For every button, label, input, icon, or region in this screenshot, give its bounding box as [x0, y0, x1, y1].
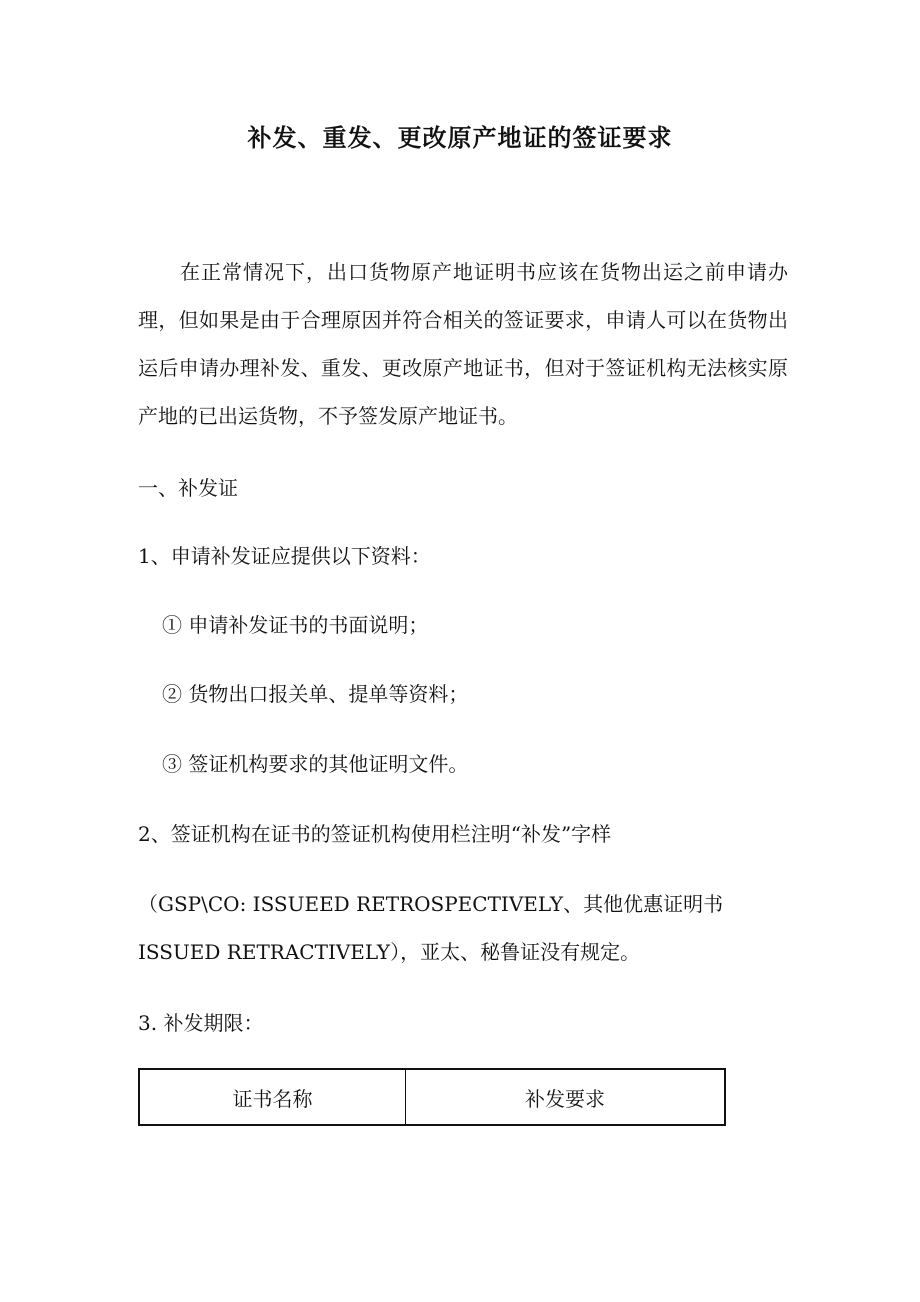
reissue-marking-detail: ISSUED RETRACTIVELY），亚太、秘鲁证没有规定。	[138, 940, 641, 964]
requirement-item: ① 申请补发证书的书面说明；	[162, 613, 429, 637]
table-header-cell: 补发要求	[525, 1086, 605, 1111]
reissue-marking-detail: （GSP\CO: ISSUEED RETROSPECTIVELY、其他优惠证明书	[138, 892, 724, 916]
table-header-cell: 证书名称	[140, 1070, 406, 1124]
requirement-item: ③ 签证机构要求的其他证明文件。	[162, 752, 469, 776]
reissue-marking-note: 2、签证机构在证书的签证机构使用栏注明“补发”字样	[138, 822, 612, 846]
intro-paragraph: 在正常情况下，出口货物原产地证明书应该在货物出运之前申请办理，但如果是由于合理原因并符合相关的签证要求，申请人可以在货物出运后申请办理补发、重发、更改原产地证书，但对于签证机构无法核实原产地的已出运货物，不予签发原产地证书。	[138, 260, 788, 428]
reissue-requirements-heading: 1、申请补发证应提供以下资料：	[138, 544, 431, 568]
reissue-deadline-heading: 3. 补发期限：	[138, 1011, 264, 1035]
reissue-deadline-table	[138, 1068, 726, 1126]
document-title: 补发、重发、更改原产地证的签证要求	[247, 123, 673, 152]
requirement-item: ② 货物出口报关单、提单等资料；	[162, 682, 469, 706]
section-heading-reissue: 一、补发证	[138, 476, 238, 500]
